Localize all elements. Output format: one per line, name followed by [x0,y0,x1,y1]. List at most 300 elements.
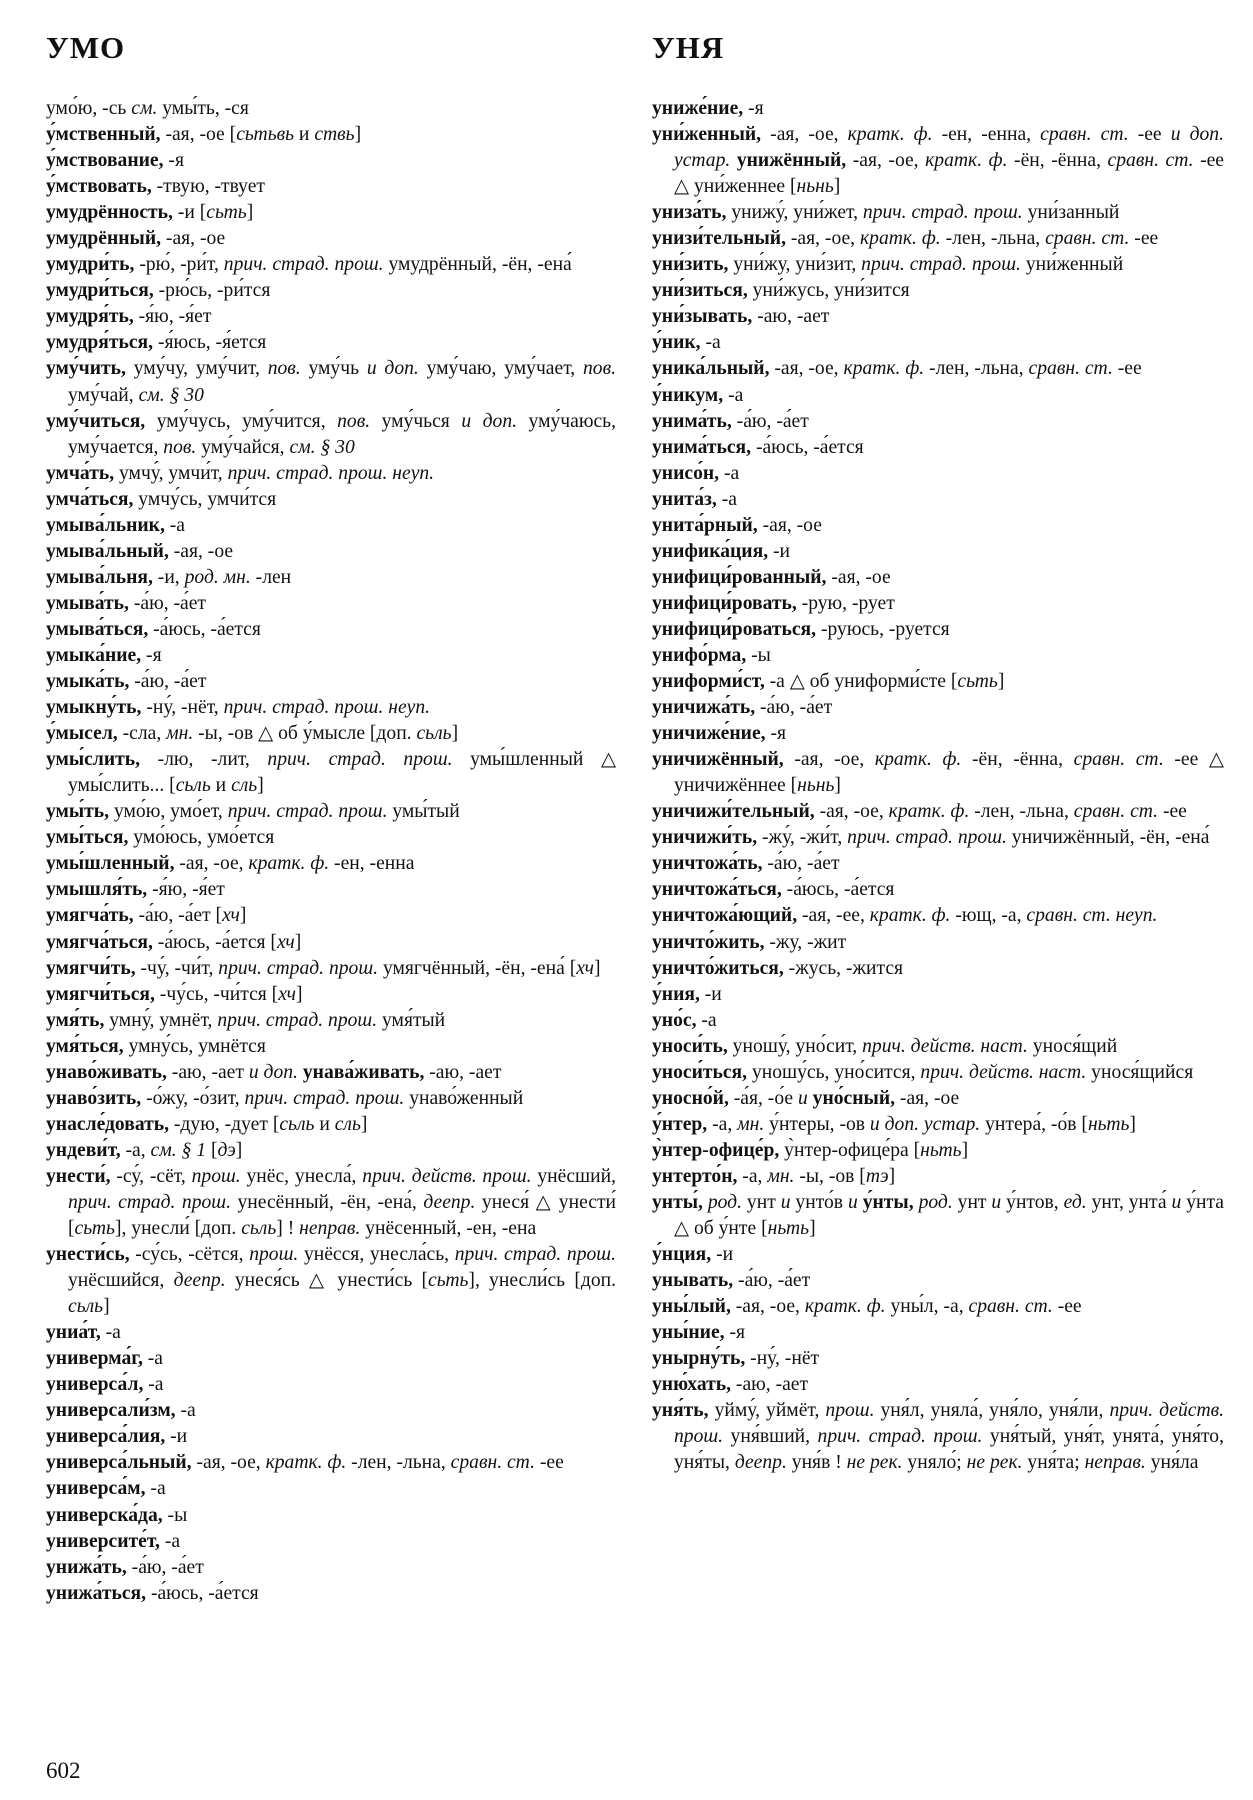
entry-grammar-label: кратк. ф. [869,905,951,927]
entry-headword: унима́ться, [652,436,752,458]
entry-forms: -жу́, -жи́т, [757,827,848,849]
entry-grammar-label: род. [702,1191,742,1213]
entry-forms: уничижённый, -ён, -ена́ [1006,827,1210,849]
entry-forms: у́нта △ об у́нте [ [674,1191,1224,1240]
entry-forms: -я [743,98,764,119]
entry-forms: -а́юсь, -а́ется [781,879,895,901]
dictionary-entry [46,122,616,148]
entry-headword: уню́хать, [652,1374,732,1396]
entry-grammar-label: сравн. ст. [968,1296,1053,1318]
entry-forms: -ее [1129,228,1159,250]
entry-forms: ] [296,983,303,1005]
dictionary-entry [652,591,1224,617]
entry-grammar-label: прич. страд. прош. [227,801,388,823]
entry-forms: -ая, -ое, [814,801,889,823]
entry-grammar-label: прош. [191,1165,241,1187]
entry-forms: -чу́, -чи́т, [135,957,219,979]
entry-forms: унёсенный, -ен, -ена [360,1218,537,1240]
entry-headword: умыва́ться, [46,618,149,640]
entry-grammar-label: дэ [217,1139,236,1161]
entry-forms: -а [142,1348,163,1370]
entry-grammar-label: сравн. ст. [1040,124,1129,146]
entry-grammar-label: сравн. ст. неуп. [1026,905,1158,927]
dictionary-entry [46,643,616,669]
entry-grammar-label: прич. страд. прош. неуп. [223,697,431,719]
entry-headword: универса́лия, [46,1426,166,1448]
dictionary-entry [46,1424,616,1450]
entry-forms: -ее [1128,124,1171,146]
entry-headword: умы́шленный, [46,853,175,875]
entry-forms: -ая, -ое, [786,228,860,250]
entry-grammar-label: кратк. ф. [847,124,933,146]
entry-forms: ] [257,775,264,797]
dictionary-entry [46,1242,616,1320]
dictionary-entry [652,1008,1224,1034]
entry-grammar-label: кратк. ф. [843,358,925,380]
dictionary-entry [46,930,616,956]
entry-headword: умча́ться, [46,488,134,510]
entry-grammar-label: сравн. ст. [1073,801,1159,823]
entry-grammar-label: прич. страд. прош. [68,1191,231,1213]
entry-forms: -а, [120,1139,151,1161]
entry-headword: у́мственный, [46,124,161,146]
dictionary-entry [46,1346,616,1372]
entry-grammar-label: мн. [767,1165,795,1187]
entry-forms: ] [239,905,247,927]
entry-forms: -а́ю, -а́ет [733,1270,811,1292]
dictionary-entry [46,304,616,330]
entry-forms: ] [294,931,302,953]
entry-forms: -и [768,540,791,562]
entry-forms: -и [699,983,722,1005]
entry-forms: -а [143,1374,164,1396]
entry-forms: -твую, -твует [151,176,265,198]
dictionary-entry [46,1320,616,1346]
entry-grammar-label: не рек. [846,1452,903,1474]
entry-forms: уня́ла [1145,1452,1199,1474]
entry-headword: умягчи́ться, [46,983,155,1005]
entry-forms: уни́занный [1022,202,1120,224]
entry-forms: унося́щий [1027,1035,1118,1057]
entry-grammar-label: прич. страд. прош. [862,202,1023,224]
entry-forms: -а́юсь, -а́ется [ [152,931,277,953]
entry-grammar-label: и [797,1087,808,1109]
entry-forms: ] [809,1218,816,1240]
entry-grammar-label: кратк. ф. [248,853,330,875]
entry-headword: умыва́ть, [46,592,129,614]
dictionary-entry [652,721,1224,747]
entry-variant-headword: уно́сный, [807,1087,896,1109]
entry-forms: унто́в [790,1191,848,1213]
entry-forms: -а́ю, -а́ет [126,1556,204,1578]
entry-forms: и [294,124,315,146]
entry-grammar-label: сьтьвь [236,124,295,146]
entry-headword: униже́ние, [652,98,744,119]
entry-forms: -ющ, -а, [950,905,1027,927]
entry-grammar-label: и [780,1191,791,1213]
entry-forms: уму́чайся, [196,436,290,458]
entry-grammar-label: кратк. ф. [265,1452,347,1474]
entry-grammar-label: прош. [249,1244,299,1266]
entry-headword: унима́ть, [652,410,732,432]
entry-headword: универсали́зм, [46,1400,176,1422]
entry-forms: -ен, -енна, [932,124,1041,146]
entry-forms: умчу́, умчи́т, [114,462,228,484]
entry-grammar-label: род. [913,1191,953,1213]
entry-grammar-label: прич. страд. прош. [454,1244,616,1266]
entry-headword: унаво́зить, [46,1087,142,1109]
entry-forms: -ее [1112,358,1142,380]
dictionary-entry [652,617,1224,643]
entry-headword: у́мствовать, [46,176,152,198]
entry-headword: унести́, [46,1165,111,1187]
dictionary-entry [46,1529,616,1555]
entry-forms: уму́чаю, уму́чает, [418,358,583,380]
entry-forms: уношу́, уно́сит, [727,1035,863,1057]
entry-forms: унт [952,1191,992,1213]
entry-forms: [ [206,1139,218,1161]
entry-forms: -а, [707,1113,738,1135]
entry-forms: ] [888,1165,896,1187]
entry-forms: -рю́, -ри́т, [134,254,224,276]
dictionary-entry [652,226,1224,252]
entry-forms: -я [765,723,786,745]
entry-forms: -ее [1052,1296,1082,1318]
dictionary-entry [46,877,616,903]
entry-forms: умо́ю, умо́ет, [109,801,228,823]
dictionary-entry [652,903,1224,929]
entry-grammar-label: сль [231,775,258,797]
dictionary-entry [652,513,1224,539]
entry-headword: универса́льный, [46,1452,192,1474]
entry-headword: уни́зывать, [652,306,753,328]
entry-grammar-label: хч [576,957,595,979]
dictionary-entry [652,695,1224,721]
dictionary-entry [652,409,1224,435]
entry-headword: уны́лый, [652,1296,731,1318]
entry-headword: унифици́ровать, [652,592,797,614]
entry-headword: унита́рный, [652,514,758,536]
entry-headword: умышля́ть, [46,879,148,901]
entry-forms: умчу́сь, умчи́тся [133,488,277,510]
entry-headword: умы́ть, [46,801,110,823]
dictionary-entry [46,1372,616,1398]
entry-headword: умягча́ться, [46,931,153,953]
entry-forms: -руюсь, -руется [816,618,950,640]
entry-headword: унизи́тельный, [652,228,786,250]
entry-forms: -я́ю, -я́ет [147,879,225,901]
entry-variant-headword: у́нты, [857,1191,914,1213]
dictionary-entry [652,330,1224,356]
entry-grammar-label: ньнь [796,176,834,198]
entry-grammar-label: ньть [767,1218,810,1240]
entry-headword: уни́зиться, [652,280,748,302]
entry-forms: -жусь, -жится [783,957,904,979]
entry-headword: умо́ю, [46,98,98,119]
entry-grammar-label: прош. [825,1400,875,1422]
entry-grammar-label: прич. действ. наст. [920,1061,1087,1083]
entry-forms: ] [1129,1113,1136,1135]
entry-forms: ], унесли́сь [доп. [468,1270,616,1292]
entry-forms: -ну́, -нёт [745,1348,820,1370]
entry-forms: -а́ю, -а́ет [ [133,905,223,927]
entry-headword: уноси́ть, [652,1035,728,1057]
dictionary-entry [46,1581,616,1607]
dictionary-entry [652,930,1224,956]
entry-headword: унита́з, [652,488,717,510]
entry-headword: у́мствование, [46,150,164,172]
dictionary-entry [652,1320,1224,1346]
dictionary-entry [46,747,616,799]
dictionary-entry [46,1476,616,1502]
entry-forms: -ее △ уничижённее [ [674,749,1224,797]
entry-headword: униза́ть, [652,202,727,224]
entry-headword: уничижи́тельный, [652,801,815,823]
dictionary-entry [652,643,1224,669]
entry-forms: и [210,775,232,797]
entry-forms: -лен, -льна, [969,801,1074,823]
entry-grammar-label: сравн. ст. [1028,358,1113,380]
entry-headword: у́нтер, [652,1113,708,1135]
entry-forms: умы́ть, -ся [157,98,249,119]
entry-headword: у́нция, [652,1244,712,1266]
dictionary-entry [46,1060,616,1086]
entry-forms: -ая, -ое, [783,749,875,771]
entry-forms: у́нтеры, -ов [764,1113,870,1135]
dictionary-entry [46,409,616,461]
entry-forms: умы́шленный △ умы́слить... [ [68,749,617,797]
entry-grammar-label: ньть [920,1139,962,1161]
entry-grammar-label: прич. страд. прош. [267,749,453,771]
dictionary-entry [652,356,1224,382]
entry-grammar-label: и доп. [248,1061,298,1083]
entry-forms: уня́л, уняла́, уня́ло, уня́ли, [874,1400,1110,1422]
entry-headword: уничто́житься, [652,957,784,979]
entry-forms: -ая, -ое, [761,124,848,146]
dictionary-entry [652,799,1224,825]
entry-forms: -а [716,488,737,510]
entry-forms: унесённый, -ён, -ена́, [231,1191,424,1213]
entry-forms: -а [164,514,185,536]
dictionary-entry [46,825,616,851]
dictionary-entry [652,487,1224,513]
entry-forms: унижу́, уни́жет, [726,202,863,224]
dictionary-entry [652,1086,1224,1112]
entry-headword: умудря́ть, [46,306,134,328]
entry-headword: умыва́льник, [46,514,165,536]
entry-grammar-label: деепр. [734,1452,787,1474]
entry-forms: -су́, -сёт, [110,1165,192,1187]
entry-forms: уня́в ! [786,1452,847,1474]
entry-headword: умча́ть, [46,462,115,484]
entry-headword: унасле́довать, [46,1113,169,1135]
entry-grammar-label: прич. страд. прош. [218,957,379,979]
entry-grammar-label: сьть [206,202,247,224]
entry-forms: ] [833,176,841,198]
entry-headword: унифо́рма, [652,644,747,666]
entry-variant-headword: унава́живать, [297,1061,425,1083]
entry-forms: -а, [737,1165,768,1187]
dictionary-entry [652,1164,1224,1190]
entry-headword: университе́т, [46,1530,160,1552]
entry-forms: у̀нтер-офице́ра [ [779,1139,921,1161]
dictionary-entry [652,539,1224,565]
entry-forms: уму́чь [300,358,367,380]
entry-grammar-label: пов. [267,358,301,380]
entry-forms: -а [145,1478,166,1500]
dictionary-entry [46,200,616,226]
entry-headword: уму́чить, [46,358,126,380]
entry-headword: униа́т, [46,1322,101,1344]
dictionary-entry [46,461,616,487]
entry-grammar-label: пов. [337,410,371,432]
entry-headword: умыва́льный, [46,540,169,562]
entry-forms: -дую, -дует [ [169,1113,280,1135]
entry-forms: -а [100,1322,121,1344]
entry-grammar-label: мн. [166,723,194,745]
entry-grammar-label: сьть [74,1218,115,1240]
entry-headword: умыкну́ть, [46,697,142,719]
entry-forms: ] [360,1113,368,1135]
dictionary-entry [652,851,1224,877]
entry-forms: -ая, -ое, [769,358,844,380]
entry-grammar-label: пов. [583,358,616,380]
entry-headword: у́ник, [652,332,701,354]
entry-forms: -я [141,644,162,666]
entry-headword: унифици́рованный, [652,566,827,588]
entry-forms: -ен, -енна [329,853,415,875]
entry-forms: -аю, -ает [166,1061,249,1083]
entry-headword: уничто́жить, [652,931,765,953]
entry-forms: -лю, -лит, [140,749,268,771]
dictionary-entry [652,982,1224,1008]
dictionary-entry [652,1112,1224,1138]
entry-grammar-label: сьль [68,1296,104,1318]
entry-headword: унести́сь, [46,1244,130,1266]
dictionary-entry [652,1242,1224,1268]
entry-headword: уничтожа́ющий, [652,905,798,927]
entry-grammar-label: ед. [1063,1191,1087,1213]
entry-grammar-label: прич. действ. наст. [862,1035,1028,1057]
running-head-left: УМО [46,30,126,65]
entry-forms: -рую, -рует [796,592,895,614]
entry-grammar-label: хч [276,931,295,953]
dictionary-entry [46,1555,616,1581]
dictionary-entry [46,903,616,929]
entry-headword: унифика́ция, [652,540,769,562]
entry-forms: -ее [1158,801,1187,823]
entry-grammar-label: и [991,1191,1002,1213]
entry-grammar-label: и доп. [366,358,419,380]
entry-forms: ] [997,671,1005,693]
entry-grammar-label: и доп. устар. [869,1113,981,1135]
entry-grammar-label: деепр. [173,1270,226,1292]
entry-forms: уни́жусь, уни́зится [747,280,910,302]
entry-headword: уничижи́ть, [652,827,758,849]
entry-forms: -лен, -льна, [940,228,1046,250]
entry-grammar-label: сравн. ст. [450,1452,535,1474]
entry-grammar-label: сьль [416,723,452,745]
entry-headword: ундеви́т, [46,1139,121,1161]
entry-forms: -а́ю, -а́ет [129,671,207,693]
entry-grammar-label: см. § 1 [150,1139,207,1161]
entry-grammar-label: сль [334,1113,361,1135]
entry-grammar-label: не рек. [966,1452,1023,1474]
entry-grammar-label: сьль [279,1113,315,1135]
entry-forms: унаво́женный [404,1087,524,1109]
entry-forms: -и [711,1244,734,1266]
entry-grammar-label: прич. страд. прош. [861,254,1021,276]
dictionary-entry [46,96,616,122]
dictionary-entry [46,1008,616,1034]
entry-headword: умя́ть, [46,1009,105,1031]
entry-forms: унёсшийся, [68,1270,174,1292]
entry-forms: умягчённый, -ён, -ена́ [ [378,957,577,979]
entry-grammar-label: ньть [1087,1113,1130,1135]
entry-headword: уно́с, [652,1009,697,1031]
dictionary-entry [46,565,616,591]
dictionary-entry [46,1164,616,1242]
dictionary-entry [46,1450,616,1476]
entry-forms: -и [ [172,202,207,224]
entry-forms: -аю, -ает [752,306,830,328]
entry-headword: умудря́ться, [46,332,154,354]
dictionary-entry [46,1138,616,1164]
entry-headword: умудри́ться, [46,280,154,302]
dictionary-entry [46,695,616,721]
entry-forms: ] [235,1139,243,1161]
entry-headword: уносно́й, [652,1087,729,1109]
entry-forms: -жу, -жит [764,931,847,953]
dictionary-entry [652,96,1224,122]
entry-headword: уня́ть, [652,1400,709,1422]
dictionary-entry [652,877,1224,903]
entry-forms: умудрённый, -ён, -ена́ [383,254,572,276]
entry-forms: умну́сь, умнётся [123,1035,266,1057]
entry-forms: уни́жу, уни́зит, [728,254,862,276]
entry-grammar-label: и [1171,1191,1182,1213]
entry-forms: -аю, -ает [424,1061,502,1083]
entry-grammar-label: деепр. [423,1191,476,1213]
entry-grammar-label: неправ. [299,1218,361,1240]
entry-headword: универса́л, [46,1374,144,1396]
entry-headword: универска́да, [46,1504,163,1526]
entry-forms: -ну́, -нёт, [141,697,224,719]
entry-forms: -ён, -ённа, [961,749,1074,771]
entry-headword: уничиже́ние, [652,723,766,745]
entry-forms: уны́л, -а, [885,1296,969,1318]
entry-grammar-label: неправ. [1084,1452,1146,1474]
entry-forms: -ая, -ое, [191,1452,266,1474]
entry-headword: умы́слить, [46,749,141,771]
entry-grammar-label: хч [222,905,240,927]
dictionary-entry [46,148,616,174]
entry-grammar-label: см. [131,98,158,119]
entry-forms: -и, [152,566,185,588]
entry-forms: уму́чься [370,410,462,432]
dictionary-entry [46,174,616,200]
entry-forms: -чу́сь, -чи́тся [ [154,983,279,1005]
dictionary-entry [46,226,616,252]
entry-forms: унёс, унесла́, [240,1165,363,1187]
dictionary-entry [46,330,616,356]
entry-grammar-label: сравн. ст. [1045,228,1130,250]
entry-forms: -а́ю, -а́ет [755,697,833,719]
entry-forms: уму́чусь, уму́чится, [145,410,338,432]
entry-forms: -я [724,1322,745,1344]
entry-headword: у́ния, [652,983,700,1005]
dictionary-entry [46,721,616,747]
